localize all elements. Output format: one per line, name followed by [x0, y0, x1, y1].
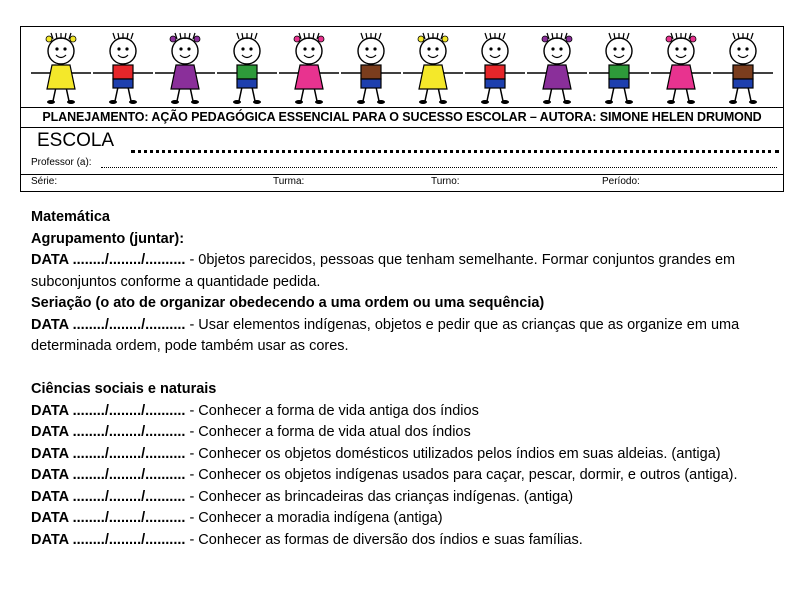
- kid-figure: [155, 33, 215, 104]
- kid-figure: [713, 33, 773, 104]
- spacer: [31, 358, 771, 380]
- kid-figure: [465, 33, 525, 104]
- ciencias-item: [31, 487, 771, 509]
- kid-figure: [341, 33, 401, 104]
- date-field[interactable]: DATA ......../......../..........: [31, 402, 186, 419]
- serie-divider: [21, 174, 783, 175]
- date-field[interactable]: DATA ......../......../..........: [31, 467, 186, 483]
- date-field[interactable]: DATA ......../......../..........: [31, 445, 186, 462]
- ciencias-text: - Conhecer as formas de diversão dos índios e suas famílias.: [185, 531, 583, 548]
- ciencias-item: [31, 401, 771, 423]
- date-field[interactable]: DATA ......../......../..........: [31, 316, 186, 333]
- agrupamento-item: [31, 250, 771, 293]
- date-field[interactable]: DATA ......../......../..........: [31, 252, 186, 268]
- ciencias-text: - Conhecer a forma de vida atual dos índios: [185, 424, 471, 440]
- ciencias-item: [31, 508, 771, 530]
- ciencias-item: [31, 444, 771, 466]
- subsection-title-agrupamento: [31, 229, 771, 251]
- professor-field-line[interactable]: [101, 163, 777, 168]
- ciencias-text: - Conhecer a forma de vida antiga dos índios: [185, 402, 479, 419]
- ciencias-item: [31, 465, 771, 487]
- section-title-matematica: Matemática: [31, 209, 110, 225]
- turma-label: Turma:: [273, 176, 305, 187]
- date-field[interactable]: DATA ......../......../..........: [31, 488, 186, 505]
- agrupamento-text: - 0bjetos parecidos, pessoas que tenham semelhante. Formar conjuntos grandes em subconjuntos conforme a quantidade pedida.: [31, 252, 736, 290]
- seriacao-text: - Usar elementos indígenas, objetos e pedir que as crianças que as organize em uma determinada ordem, pode também usar as cores.: [31, 316, 740, 354]
- escola-field-line[interactable]: [131, 135, 779, 153]
- date-field[interactable]: DATA ......../......../..........: [31, 510, 186, 526]
- kid-figure: [31, 33, 91, 104]
- serie-label: Série:: [31, 176, 58, 187]
- seriacao-item: [31, 315, 771, 358]
- agrupamento-title-text: Agrupamento (juntar):: [31, 230, 185, 247]
- banner-title: PLANEJAMENTO: AÇÃO PEDAGÓGICA ESSENCIAL PARA O SUCESSO ESCOLAR – AUTORA: SIMONE HELEN DRUMOND: [21, 108, 783, 128]
- kid-figure: [93, 33, 153, 104]
- kids-illustration: [21, 27, 783, 107]
- kid-figure: [279, 33, 339, 104]
- header-box: [20, 26, 784, 192]
- subsection-title-seriacao: Seriação (o ato de organizar obedecendo a uma ordem ou uma sequência): [31, 295, 545, 311]
- escola-label: ESCOLA: [37, 130, 115, 151]
- kids-banner: [21, 27, 783, 108]
- section-title-ciencias: Ciências sociais e naturais: [31, 381, 217, 397]
- professor-label: Professor (a):: [31, 157, 92, 168]
- ciencias-text: - Conhecer os objetos indígenas usados para caçar, pescar, dormir, e outros (antiga).: [185, 467, 738, 483]
- kid-figure: [589, 33, 649, 104]
- kid-figure: [403, 33, 463, 104]
- turno-label: Turno:: [431, 176, 460, 187]
- date-field[interactable]: DATA ......../......../..........: [31, 424, 186, 440]
- kid-figure: [527, 33, 587, 104]
- ciencias-text: - Conhecer os objetos domésticos utilizados pelos índios em suas aldeias. (antiga): [185, 445, 721, 462]
- date-field[interactable]: DATA ......../......../..........: [31, 531, 186, 548]
- ciencias-item: [31, 422, 771, 444]
- ciencias-text: - Conhecer as brincadeiras das crianças indígenas. (antiga): [185, 488, 574, 505]
- kid-figure: [651, 33, 711, 104]
- periodo-label: Período:: [602, 176, 640, 187]
- ciencias-item: [31, 530, 771, 552]
- ciencias-text: - Conhecer a moradia indígena (antiga): [185, 510, 443, 526]
- lesson-content: [31, 207, 771, 551]
- kid-figure: [217, 33, 277, 104]
